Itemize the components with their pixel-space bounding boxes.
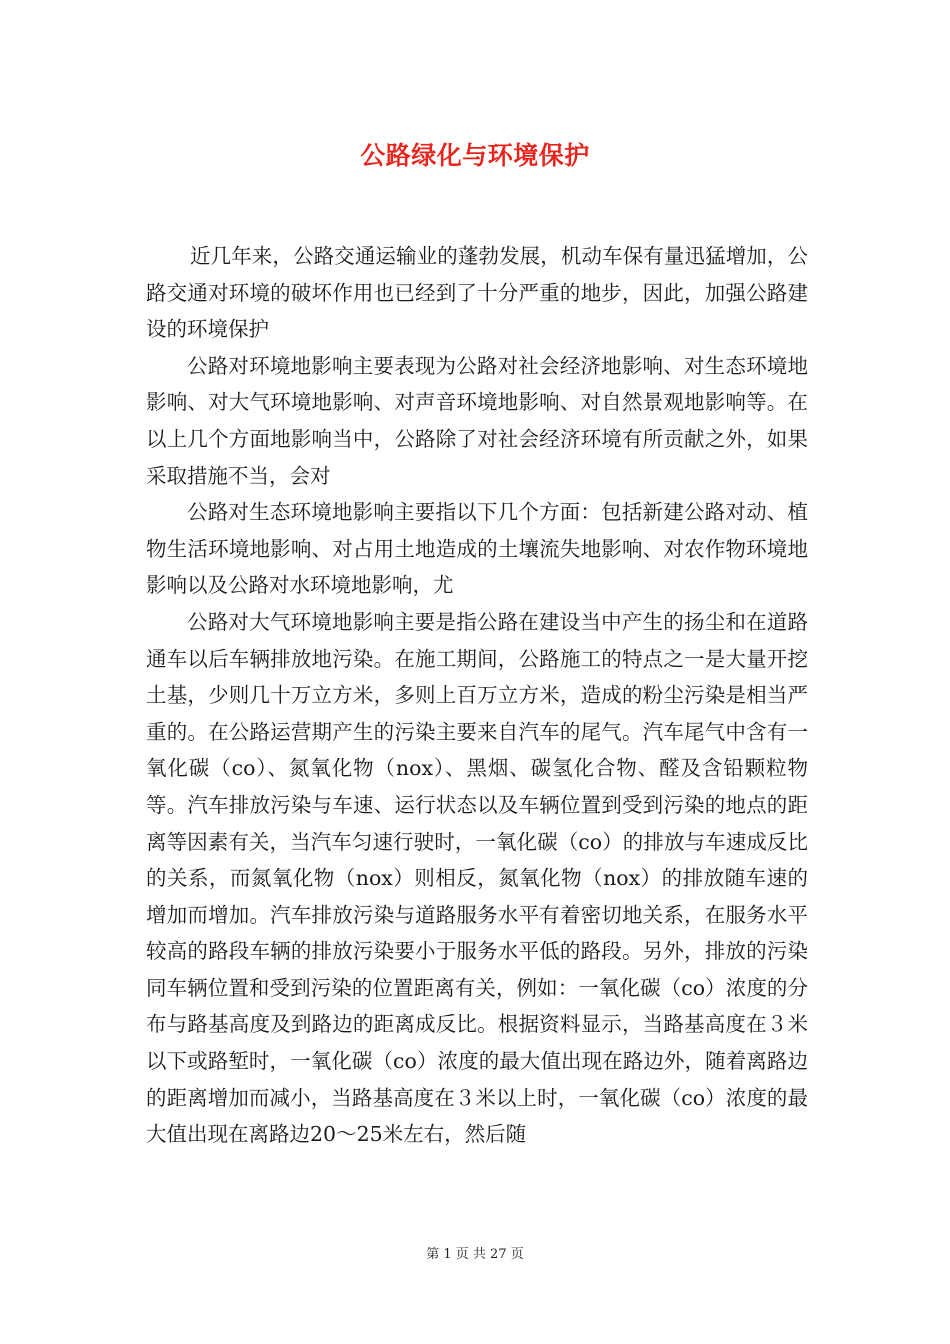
paragraph-2: 公路对环境地影响主要表现为公路对社会经济地影响、对生态环境地影响、对大气环境地影响、对声音环境地影响、对自然景观地影响等。在以上几个方面地影响当中，公路除了对社会经济环境有所贡献之外，如果采取措施不当，会对 bbox=[146, 353, 808, 488]
paragraph-3: 公路对生态环境地影响主要指以下几个方面：包括新建公路对动、植物生活环境地影响、对占用土地造成的土壤流失地影响、对农作物环境地影响以及公路对水环境地影响，尤 bbox=[146, 500, 808, 598]
page-title: 公路绿化与环境保护 bbox=[360, 141, 590, 170]
page-number-footer: 第 1 页 共 27 页 bbox=[426, 1247, 524, 1262]
paragraph-1: 近几年来，公路交通运输业的蓬勃发展，机动车保有量迅猛增加，公路交通对环境的破坏作用也已经到了十分严重的地步，因此，加强公路建设的环境保护 bbox=[146, 244, 808, 342]
document-body bbox=[146, 238, 808, 1153]
paragraph-4: 公路对大气环境地影响主要是指公路在建设当中产生的扬尘和在道路通车以后车辆排放地污染。在施工期间，公路施工的特点之一是大量开挖土基，少则几十万立方米，多则上百万立方米，造成的粉尘污染是相当严重的。在公路运营期产生的污染主要来自汽车的尾气。汽车尾气中含有一氧化碳（co）、氮氧化物（nox）、黑烟、碳氢化合物、醛及含铅颗粒物等。汽车排放污染与车速、运行状态以及车辆位置到受到污染的地点的距离等因素有关，当汽车匀速行驶时，一氧化碳（co）的排放与车速成反比的关系，而氮氧化物（nox）则相反，氮氧化物（nox）的排放随车速的增加而增加。汽车排放污染与道路服务水平有着密切地关系，在服务水平较高的路段车辆的排放污染要小于服务水平低的路段。另外，排放的污染同车辆位置和受到污染的位置距离有关，例如：一氧化碳（co）浓度的分布与路基高度及到路边的距离成反比。根据资料显示，当路基高度在３米以下或路堑时，一氧化碳（co）浓度的最大值出现在路边外，随着离路边的距离增加而减小，当路基高度在３米以上时，一氧化碳（co）浓度的最大值出现在离路边20～25米左右，然后随 bbox=[146, 609, 808, 1147]
